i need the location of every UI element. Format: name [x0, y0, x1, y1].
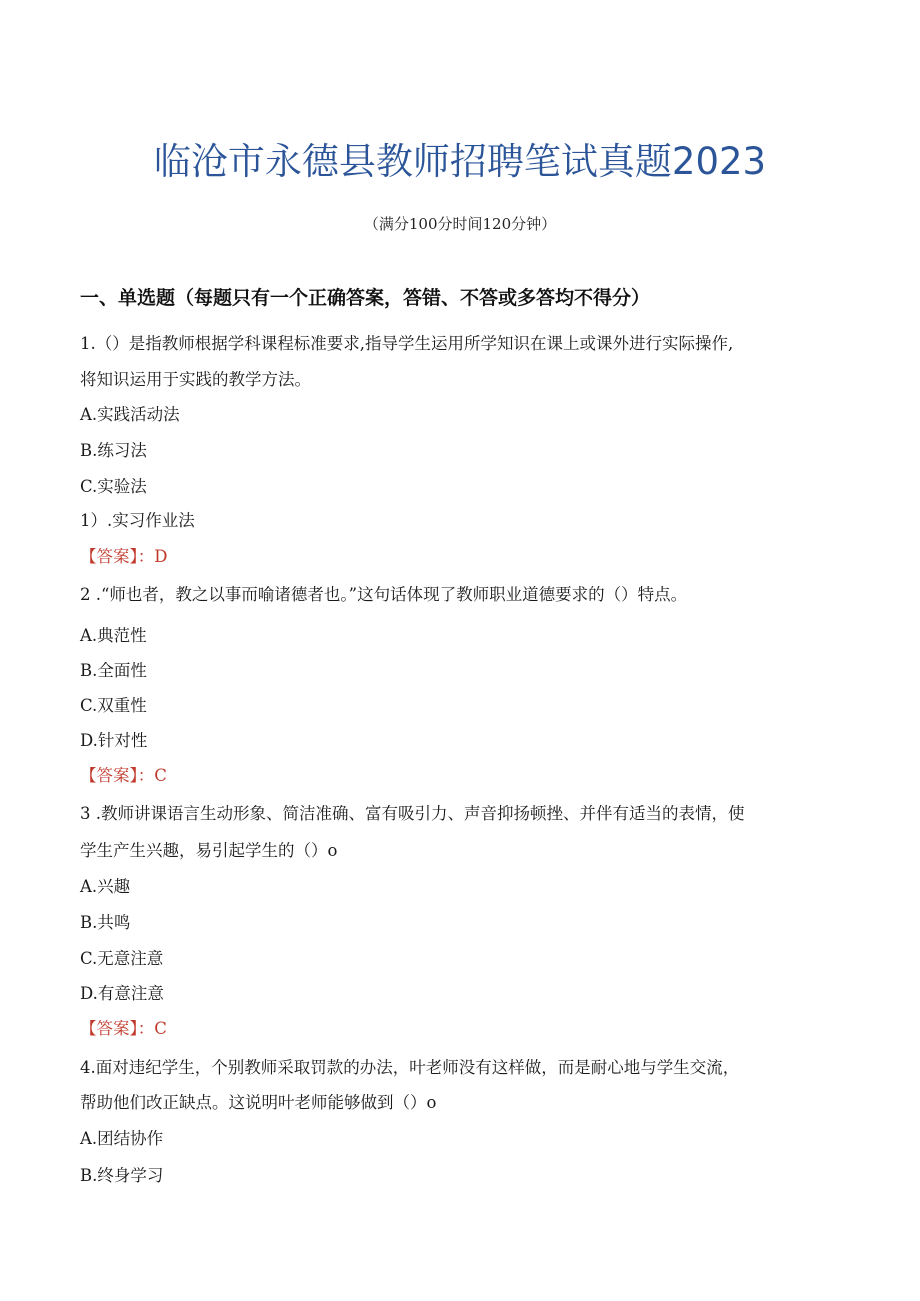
question-3-option-b: B.共鸣 [80, 913, 131, 932]
question-3-option-c: C.无意注意 [80, 949, 164, 968]
question-2-option-c: C.双重性 [80, 696, 147, 715]
question-3-option-a: A.兴趣 [80, 877, 131, 896]
question-2-option-a: A.典范性 [80, 626, 147, 645]
question-1-option-c: C.实验法 [80, 477, 147, 496]
question-3-answer: 【答案】：C [80, 1019, 167, 1038]
question-1-answer: 【答案】：D [80, 547, 168, 566]
question-1-option-b: B.练习法 [80, 441, 147, 460]
document-title: 临沧市永德县教师招聘笔试真题2023 [153, 140, 767, 183]
question-2-option-b: B.全面性 [80, 661, 147, 680]
question-4-stem-line-2: 帮助他们改正缺点。这说明叶老师能够做到（）o [80, 1093, 437, 1112]
question-3-stem-line-1: 3 .教师讲课语言生动形象、简洁准确、富有吸引力、声音抑扬顿挫、并伴有适当的表情，使 [80, 804, 745, 823]
question-1-stem-line-2: 将知识运用于实践的教学方法。 [80, 370, 311, 389]
question-3-option-d: D.有意注意 [80, 984, 164, 1003]
document-subtitle: （满分100分时间120分钟） [363, 215, 557, 233]
question-1-option-a: A.实践活动法 [80, 405, 180, 424]
question-4-option-b: B.终身学习 [80, 1166, 164, 1185]
question-1-stem-line-1: 1.（）是指教师根据学科课程标准要求,指导学生运用所学知识在课上或课外进行实际操作, [80, 334, 734, 353]
question-4-option-a: A.团结协作 [80, 1129, 164, 1148]
question-3-stem-line-2: 学生产生兴趣，易引起学生的（）o [80, 841, 338, 860]
question-2-stem-line-1: 2 .“师也者，教之以事而喻诸德者也。”这句话体现了教师职业道德要求的（）特点。 [80, 585, 688, 604]
question-2-option-d: D.针对性 [80, 731, 148, 750]
question-2-answer: 【答案】：C [80, 766, 167, 785]
question-4-stem-line-1: 4.面对违纪学生，个别教师采取罚款的办法，叶老师没有这样做，而是耐心地与学生交流， [80, 1058, 740, 1077]
section-heading: 一、单选题（每题只有一个正确答案，答错、不答或多答均不得分） [80, 287, 651, 309]
question-1-option-d: 1）.实习作业法 [80, 511, 195, 530]
